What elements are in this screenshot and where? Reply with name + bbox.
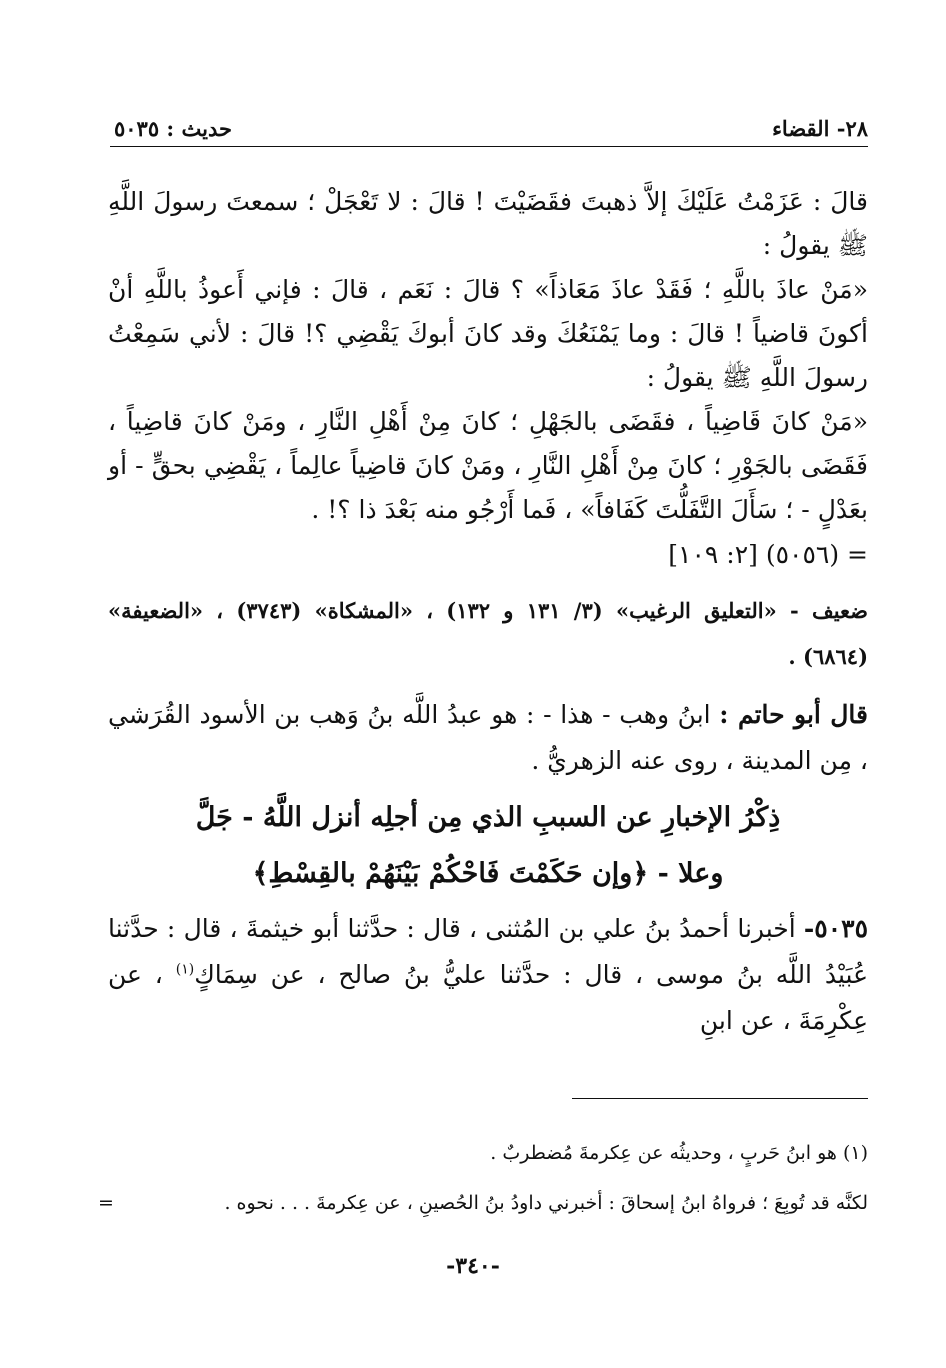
- paragraph-3: «مَنْ كانَ قَاضِياً ، فقَضَى بالجَهْلِ ؛ كانَ مِنْ أَهْلِ النَّارِ ، ومَنْ كانَ قاضِياً ، فَقَضَى بالجَوْرِ ؛ كانَ مِنْ أَهْلِ النَّارِ ، ومَنْ كانَ قاضِياً عالِماً ، يَقْضِي بحقٍّ - أو بعَدْلٍ - ؛ سَأَلَ التَّفَلُّتَ كَفَافاً» ، فَما أَرْجُو منه بَعْدَ ذا ؟! .: [108, 407, 868, 524]
- footnote-2-text: لكنَّه قد تُوبِعَ ؛ فرواهُ ابنُ إسحاقَ : أخبرني داودُ بنُ الحُصينِ ، عن عِكرمةَ . . . نحوه .: [224, 1192, 868, 1214]
- running-header: [110, 112, 868, 147]
- abu-hatim-label: قال أبو حاتم :: [719, 700, 869, 729]
- hadith-grading: ضعيف - «التعليق الرغيب» (٣/ ١٣١ و ١٣٢) ، «المشكاة» (٣٧٤٣) ، «الضعيفة» (٦٨٦٤) .: [108, 598, 868, 669]
- cross-reference: = (٥٠٥٦) [٢: ١٠٩]: [668, 540, 868, 569]
- abu-hatim-note: [108, 692, 868, 784]
- paragraph-1: قالَ : عَزَمْتُ عَلَيْكَ إلاَّ ذهبتَ فقَضَيْتَ ! قالَ : لا تَعْجَلْ ؛ سمعتَ رسولَ اللَّهِ ﷺ يقولُ :: [108, 187, 868, 260]
- footnotes: [98, 1128, 868, 1228]
- footnote-marker[interactable]: (١): [175, 961, 195, 978]
- main-text: [108, 180, 868, 1044]
- hadith-reference: حديث : ٥٠٣٥: [114, 116, 232, 141]
- footnote-separator: [572, 1098, 868, 1099]
- section-heading-line-2: وعلا - ﴿وإن حَكَمْتَ فَاحْكُمْ بَيْنَهُمْ بالقِسْطِ﴾: [252, 858, 724, 889]
- hadith-isnad: [108, 906, 868, 1044]
- footnote-1: (١) هو ابنُ حَربٍ ، وحديثُه عن عِكرمةَ مُضطربٌ .: [490, 1142, 868, 1164]
- hadith-number: ٥٠٣٥-: [803, 914, 868, 943]
- section-heading: [108, 790, 868, 902]
- chapter-title: ٢٨- القضاء: [772, 116, 868, 141]
- page-number: -٣٤٠-: [446, 1253, 500, 1279]
- section-heading-line-1: ذِكْرُ الإخبارِ عن السببِ الذي مِن أجلِه أنزل اللَّهُ - جَلَّ: [195, 802, 781, 833]
- isnad-text-end: ، عن عِكْرِمَةَ ، عن ابنِ: [108, 960, 868, 1035]
- footnote-continuation-mark: =: [98, 1192, 114, 1214]
- paragraph-2: «مَنْ عاذَ باللَّهِ ؛ فَقَدْ عاذَ مَعَاذاً» ؟ قالَ : نَعَم ، قالَ : فإني أَعوذُ باللَّهِ أنْ أكونَ قاضياً ! قالَ : وما يَمْنَعُكَ وقد كانَ أبوكَ يَقْضِي ؟! قالَ : لأني سَمِعْتُ رسولَ اللَّهِ ﷺ يقولُ :: [108, 275, 868, 392]
- isnad-text: أخبرنا أحمدُ بنُ علي بن المُثنى ، قال : حدَّثنا أبو خيثمةَ ، قال : حدَّثنا عُبَيْدُ اللَّه بنُ موسى ، قال : حدَّثنا عليُّ بنُ صالح ، عن سِمَاكٍ: [108, 914, 868, 989]
- footnote-2: [98, 1178, 868, 1228]
- abu-hatim-text: ابنُ وهب - هذا - : هو عبدُ اللَّه بنُ وَهب بن الأسود القُرَشي ، مِن المدينة ، روى عنه الزهريُّ .: [108, 700, 868, 775]
